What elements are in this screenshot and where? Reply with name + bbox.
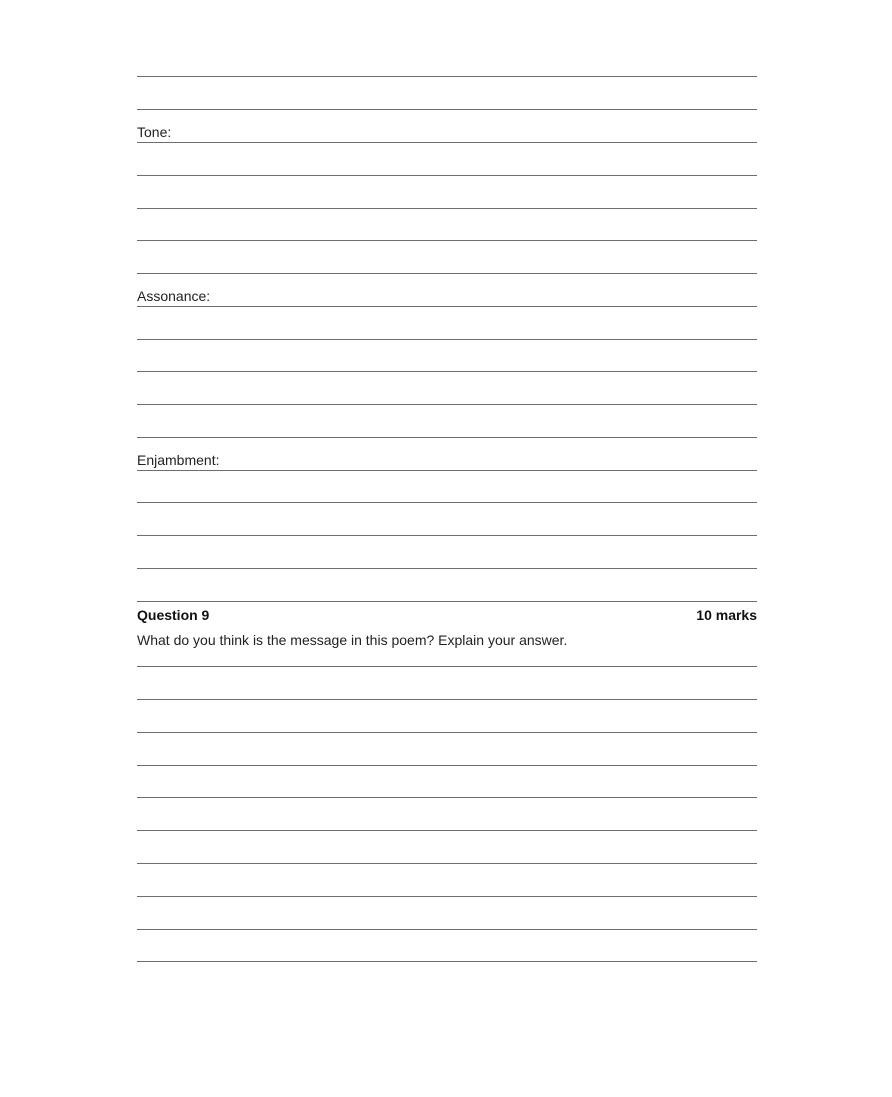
answer-line[interactable]: [137, 699, 757, 700]
answer-line[interactable]: [137, 339, 757, 340]
answer-line[interactable]: [137, 371, 757, 372]
answer-line[interactable]: [137, 208, 757, 209]
answer-line[interactable]: [137, 502, 757, 503]
answer-line[interactable]: [137, 240, 757, 241]
answer-line[interactable]: [137, 732, 757, 733]
answer-line[interactable]: [137, 797, 757, 798]
answer-line[interactable]: [137, 142, 757, 143]
answer-line[interactable]: [137, 470, 757, 471]
answer-line[interactable]: [137, 568, 757, 569]
answer-line[interactable]: [137, 961, 757, 962]
answer-line[interactable]: [137, 830, 757, 831]
answer-line[interactable]: [137, 666, 757, 667]
tone-label: Tone:: [137, 124, 172, 140]
enjambment-label: Enjambment:: [137, 452, 220, 468]
answer-line[interactable]: [137, 535, 757, 536]
answer-line[interactable]: [137, 896, 757, 897]
question-prompt: What do you think is the message in this poem? Explain your answer.: [137, 632, 568, 648]
answer-line[interactable]: [137, 76, 757, 77]
answer-line[interactable]: [137, 306, 757, 307]
answer-line[interactable]: [137, 109, 757, 110]
answer-line[interactable]: [137, 929, 757, 930]
answer-line[interactable]: [137, 437, 757, 438]
question-title: Question 9: [137, 607, 210, 623]
answer-line[interactable]: [137, 601, 757, 602]
answer-line[interactable]: [137, 273, 757, 274]
assonance-label: Assonance:: [137, 288, 211, 304]
answer-line[interactable]: [137, 863, 757, 864]
answer-line[interactable]: [137, 765, 757, 766]
worksheet-page: [137, 0, 757, 1097]
answer-line[interactable]: [137, 175, 757, 176]
question-marks: 10 marks: [696, 607, 757, 623]
answer-line[interactable]: [137, 404, 757, 405]
question-heading: [137, 606, 757, 624]
